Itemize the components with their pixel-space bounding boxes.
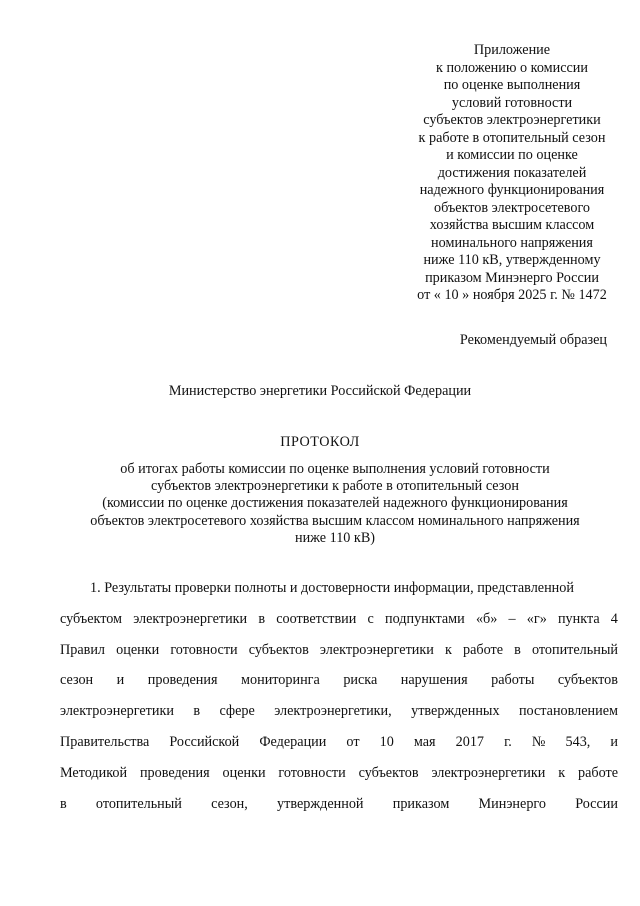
word: работы	[491, 672, 535, 689]
word: к	[444, 641, 452, 658]
word: Правил	[60, 641, 106, 658]
word: субъектов	[248, 641, 309, 658]
word: отопительный	[531, 641, 618, 658]
word: 10	[379, 733, 394, 750]
appendix-line: надежного функционирования	[419, 182, 605, 198]
word: риска	[343, 672, 378, 689]
word: и	[610, 733, 618, 750]
paragraph-line	[60, 763, 618, 794]
paragraph-line	[60, 670, 618, 701]
word: нарушения	[400, 672, 468, 689]
word: готовности	[170, 641, 238, 658]
word: утвержденной	[277, 795, 364, 812]
word: в	[258, 610, 266, 627]
word: электроэнергетики,	[274, 703, 392, 720]
word: России	[575, 795, 618, 812]
word: электроэнергетики	[319, 641, 434, 658]
word: к	[558, 764, 566, 781]
ministry-name: Министерство энергетики Российской Федерации	[168, 383, 472, 399]
word: субъектом	[60, 610, 123, 627]
word: пункта	[557, 610, 600, 627]
word: 2017	[455, 733, 484, 750]
word: Минэнерго	[478, 795, 546, 812]
word: подпунктами	[385, 610, 465, 627]
appendix-header	[392, 42, 632, 305]
paragraph-line	[60, 701, 618, 732]
appendix-line: к работе в отопительный сезон	[418, 129, 606, 146]
word: №	[531, 733, 546, 750]
word: проведения	[147, 672, 218, 689]
word: 4	[610, 610, 618, 627]
word: соответствии	[276, 610, 357, 627]
word: 543,	[565, 733, 591, 750]
paragraph-1	[60, 578, 618, 824]
appendix-line: приказом Минэнерго России	[425, 269, 599, 286]
appendix-line: номинального напряжения	[431, 234, 593, 251]
word: Правительства	[60, 733, 150, 750]
paragraph-line	[60, 794, 618, 825]
word: электроэнергетики	[431, 764, 546, 781]
word: и	[116, 672, 125, 689]
word: «г»	[526, 610, 547, 627]
appendix-line: от « 10 » ноября 2025 г. № 1472	[417, 287, 607, 303]
word: оценки	[222, 764, 266, 781]
word: проведения	[139, 764, 210, 781]
appendix-line: хозяйства высшим классом	[429, 217, 595, 233]
subtitle-line: (комиссии по оценке достижения показателей надежного функционирования	[102, 495, 568, 512]
word: работе	[463, 641, 504, 658]
word: утвержденных	[411, 703, 500, 720]
subtitle-line: субъектов электроэнергетики к работе в отопительный сезон	[151, 478, 519, 495]
word: мая	[413, 733, 436, 750]
subtitle-line: объектов электросетевого хозяйства высшим классом номинального напряжения	[90, 512, 580, 529]
appendix-line: к положению о комиссии	[436, 59, 588, 76]
word: электроэнергетики	[133, 610, 248, 627]
word: –	[508, 610, 516, 627]
word: Методикой	[60, 764, 128, 781]
appendix-line: и комиссии по оценке	[446, 147, 578, 163]
paragraph-line: 1. Результаты проверки полноты и достоверности информации, представленной	[90, 580, 574, 596]
word: с	[367, 610, 374, 627]
word: от	[346, 733, 360, 750]
recommended-sample-label: Рекомендуемый образец	[459, 332, 607, 348]
word: постановлением	[518, 703, 618, 720]
word: оценки	[116, 641, 160, 658]
word: мониторинга	[241, 672, 320, 689]
word: приказом	[392, 795, 450, 812]
word: сезон	[60, 672, 94, 689]
word: «б»	[475, 610, 498, 627]
word: сфере	[219, 703, 255, 720]
word: в	[514, 641, 521, 658]
appendix-line: ниже 110 кВ, утвержденному	[423, 252, 601, 268]
paragraph-line	[60, 609, 618, 640]
word: субъектов	[358, 764, 419, 781]
word: работе	[577, 764, 618, 781]
protocol-title: ПРОТОКОЛ	[280, 434, 360, 450]
word: субъектов	[557, 672, 618, 689]
appendix-line: субъектов электроэнергетики	[423, 112, 601, 128]
paragraph-line	[60, 640, 618, 671]
word: электроэнергетики	[60, 703, 174, 720]
word: в	[60, 795, 67, 812]
appendix-line: объектов электросетевого	[434, 199, 590, 216]
appendix-line: Приложение	[473, 42, 551, 58]
word: Российской	[169, 733, 240, 750]
word: Федерации	[259, 733, 327, 750]
appendix-line: по оценке выполнения	[443, 77, 581, 93]
subtitle-line: об итогах работы комиссии по оценке выполнения условий готовности	[120, 461, 550, 477]
word: отопительный	[95, 795, 182, 812]
appendix-line: достижения показателей	[437, 164, 587, 181]
subtitle-line: ниже 110 кВ)	[294, 529, 376, 546]
word: готовности	[278, 764, 346, 781]
word: сезон,	[211, 795, 248, 812]
word: г.	[504, 733, 512, 750]
protocol-subtitle	[0, 461, 640, 547]
appendix-line: условий готовности	[451, 94, 573, 111]
word: в	[193, 703, 201, 720]
paragraph-line	[60, 732, 618, 763]
